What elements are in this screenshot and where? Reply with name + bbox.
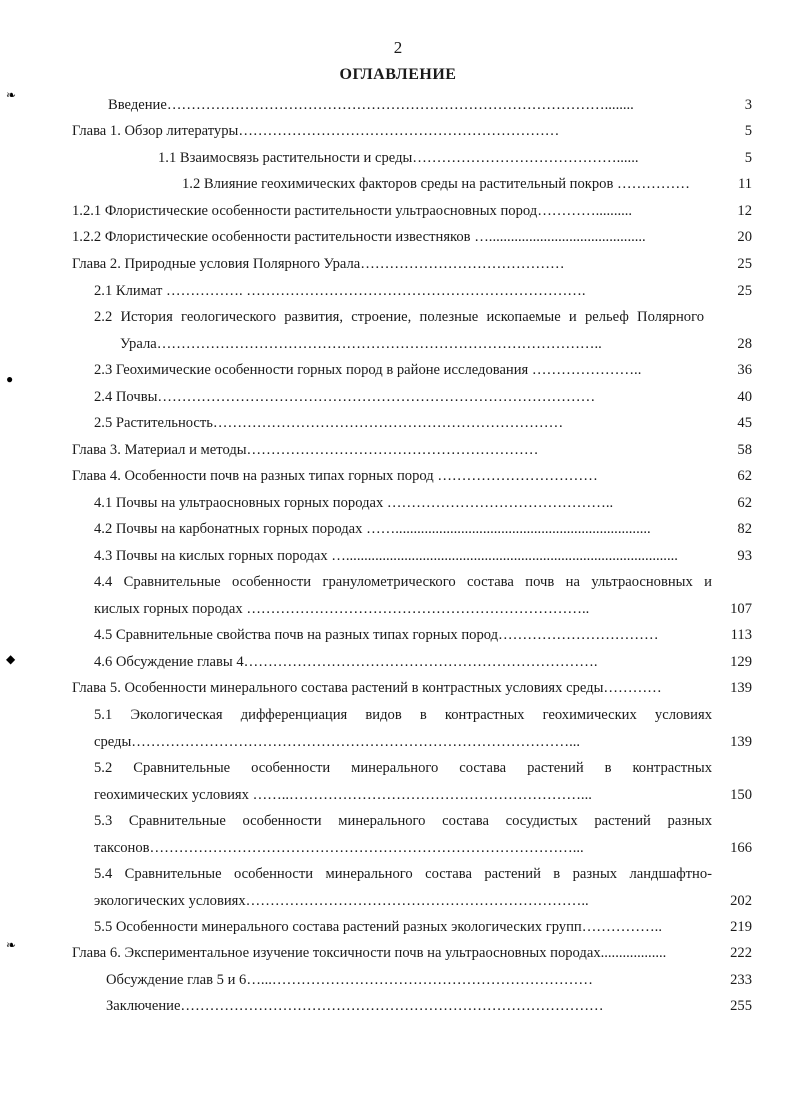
toc-entry[interactable] xyxy=(0,863,796,885)
toc-entry[interactable] xyxy=(0,704,796,726)
toc-entry-page: 219 xyxy=(730,919,752,935)
toc-entry-title: Обсуждение глав 5 и 6…...………………………………………………………… xyxy=(106,972,593,988)
scan-mark: ❧ xyxy=(6,88,17,102)
scan-mark: ● xyxy=(6,372,14,386)
toc-entry[interactable] xyxy=(0,333,796,355)
toc-entry-title: Глава 5. Особенности минерального состава растений в контрастных условиях среды………… xyxy=(72,680,662,696)
toc-entry[interactable] xyxy=(0,439,796,461)
toc-entry-title: 2.4 Почвы……………………………………………………………………………… xyxy=(94,389,596,405)
toc-entry-title: 2.3 Геохимические особенности горных пород в районе исследования ………………….. xyxy=(94,362,642,378)
toc-entry-title: 2.1 Климат ……………. ……………………………………………………………. xyxy=(94,283,586,299)
toc-entry-page: 40 xyxy=(737,389,752,405)
toc-entry-title: 5.4 Сравнительные особенности минерального состава растений в разных ландшафтно- xyxy=(94,866,712,882)
toc-entry-title: 4.3 Почвы на кислых горных породах …........................................................................................... xyxy=(94,548,678,564)
toc-entry-page: 107 xyxy=(730,601,752,617)
toc-entry-page: 222 xyxy=(730,945,752,961)
toc-entry-title: 1.2.2 Флористические особенности растительности известняков …........................................... xyxy=(72,229,646,245)
toc-entry-title: 2.2 История геологического развития, строение, полезные ископаемые и рельеф Полярного xyxy=(94,309,704,325)
toc-entry[interactable] xyxy=(0,651,796,673)
toc-entry-page: 45 xyxy=(737,415,752,431)
toc-entry[interactable] xyxy=(0,359,796,381)
toc-entry-page: 3 xyxy=(744,97,752,113)
toc-entry[interactable] xyxy=(0,386,796,408)
toc-entry-title: Глава 4. Особенности почв на разных типах горных пород …………………………… xyxy=(72,468,598,484)
toc-entry[interactable] xyxy=(0,94,796,116)
toc-entry[interactable] xyxy=(0,757,796,779)
toc-entry[interactable] xyxy=(0,147,796,169)
scan-mark: ◆ xyxy=(6,652,16,666)
toc-entry[interactable] xyxy=(0,731,796,753)
toc-entry-title: 5.3 Сравнительные особенности минерального состава сосудистых растений разных xyxy=(94,813,712,829)
toc-entry-title: 5.1 Экологическая дифференциация видов в контрастных геохимических условиях xyxy=(94,707,712,723)
toc-entry[interactable] xyxy=(0,810,796,832)
toc-entry-title: экологических условиях…………………………………………………………….. xyxy=(94,893,589,909)
toc-entry[interactable] xyxy=(0,226,796,248)
toc-entry-page: 11 xyxy=(737,176,752,192)
toc-entry-page: 129 xyxy=(730,654,752,670)
toc-entry[interactable] xyxy=(0,173,796,195)
toc-entry-title: Глава 1. Обзор литературы………………………………………………………… xyxy=(72,123,560,139)
toc-entry[interactable] xyxy=(0,120,796,142)
toc-entry-page: 166 xyxy=(730,840,752,856)
toc-entry[interactable] xyxy=(0,280,796,302)
toc-entry[interactable] xyxy=(0,624,796,646)
toc-entry-title: 4.2 Почвы на карбонатных горных породах ……...................................................................... xyxy=(94,521,651,537)
toc-entry[interactable] xyxy=(0,942,796,964)
toc-entry-title: 1.1 Взаимосвязь растительности и среды……………………………………...... xyxy=(158,150,639,166)
scan-mark: ❧ xyxy=(6,938,17,952)
toc-entry-page: 139 xyxy=(730,680,752,696)
toc-entry-page: 58 xyxy=(737,442,752,458)
toc-entry-title: Введение………………………………………………………………………………........ xyxy=(108,97,634,113)
toc-entry[interactable] xyxy=(0,545,796,567)
toc-entry-title: 4.4 Сравнительные особенности гранулометрического состава почв на ультраосновных и xyxy=(94,574,712,590)
toc-entry[interactable] xyxy=(0,890,796,912)
toc-entry-title: Глава 2. Природные условия Полярного Урала…………………………………… xyxy=(72,256,565,272)
toc-entry-title: 4.5 Сравнительные свойства почв на разных типах горных пород…………………………… xyxy=(94,627,659,643)
toc-entry-page: 255 xyxy=(730,998,752,1014)
toc-entry-page: 5 xyxy=(744,150,752,166)
toc-entry-page: 82 xyxy=(737,521,752,537)
toc-entry-page: 93 xyxy=(737,548,752,564)
toc-entry[interactable] xyxy=(0,412,796,434)
toc-entry-title: таксонов……………………………………………………………………………... xyxy=(94,840,584,856)
toc-entry-title: Глава 6. Экспериментальное изучение токсичности почв на ультраосновных породах.................. xyxy=(72,945,667,961)
toc-entry-page: 25 xyxy=(737,256,752,272)
toc-entry-page: 12 xyxy=(737,203,752,219)
toc-entry-page: 202 xyxy=(730,893,752,909)
toc-entry[interactable] xyxy=(0,465,796,487)
toc-entry[interactable] xyxy=(0,253,796,275)
toc-entry-page: 233 xyxy=(730,972,752,988)
page-title: ОГЛАВЛЕНИЕ xyxy=(339,66,457,83)
toc-entry[interactable] xyxy=(0,995,796,1017)
toc-entry-page: 28 xyxy=(737,336,752,352)
page-number: 2 xyxy=(393,38,403,57)
toc-entry-title: кислых горных породах …………………………………………………………….. xyxy=(94,601,590,617)
toc-entry-title: Урала……………………………………………………………………………….. xyxy=(120,336,602,352)
toc-entry-title: 1.2 Влияние геохимических факторов среды на растительный покров …………… xyxy=(182,176,690,192)
toc-entry-title: геохимических условиях ……..……………………………………………………... xyxy=(94,787,592,803)
toc-entry-title: 4.6 Обсуждение главы 4………………………………………………………………. xyxy=(94,654,598,670)
toc-entry[interactable] xyxy=(0,200,796,222)
toc-entry-page: 36 xyxy=(737,362,752,378)
toc-entry-page: 150 xyxy=(730,787,752,803)
toc-entry[interactable] xyxy=(0,784,796,806)
toc-entry[interactable] xyxy=(0,306,796,328)
toc-entry-title: 1.2.1 Флористические особенности растительности ультраосновных пород………….......... xyxy=(72,203,633,219)
toc-entry-page: 20 xyxy=(737,229,752,245)
toc-entry-title: 4.1 Почвы на ультраосновных горных породах ……………………………………….. xyxy=(94,495,614,511)
toc-entry-page: 25 xyxy=(737,283,752,299)
toc-entry-title: Заключение…………………………………………………………………………… xyxy=(106,998,604,1014)
toc-entry[interactable] xyxy=(0,518,796,540)
toc-entry-page: 62 xyxy=(737,468,752,484)
toc-entry-title: 5.2 Сравнительные особенности минерального состава растений в контрастных xyxy=(94,760,712,776)
toc-entry-page: 113 xyxy=(730,627,752,643)
toc-entry-title: Глава 3. Материал и методы…………………………………………………… xyxy=(72,442,539,458)
toc-entry[interactable] xyxy=(0,837,796,859)
toc-entry[interactable] xyxy=(0,916,796,938)
toc-entry[interactable] xyxy=(0,677,796,699)
toc-entry-page: 139 xyxy=(730,734,752,750)
toc-entry-title: среды………………………………………………………………………………... xyxy=(94,734,581,750)
toc-entry-page: 62 xyxy=(737,495,752,511)
toc-entry-title: 5.5 Особенности минерального состава растений разных экологических групп…………….. xyxy=(94,919,662,935)
toc-entry-title: 2.5 Растительность……………………………………………………………… xyxy=(94,415,564,431)
toc-entry-page: 5 xyxy=(744,123,752,139)
toc-entry[interactable] xyxy=(0,598,796,620)
toc-entry[interactable] xyxy=(0,969,796,991)
toc-entry[interactable] xyxy=(0,492,796,514)
toc-entry[interactable] xyxy=(0,571,796,593)
